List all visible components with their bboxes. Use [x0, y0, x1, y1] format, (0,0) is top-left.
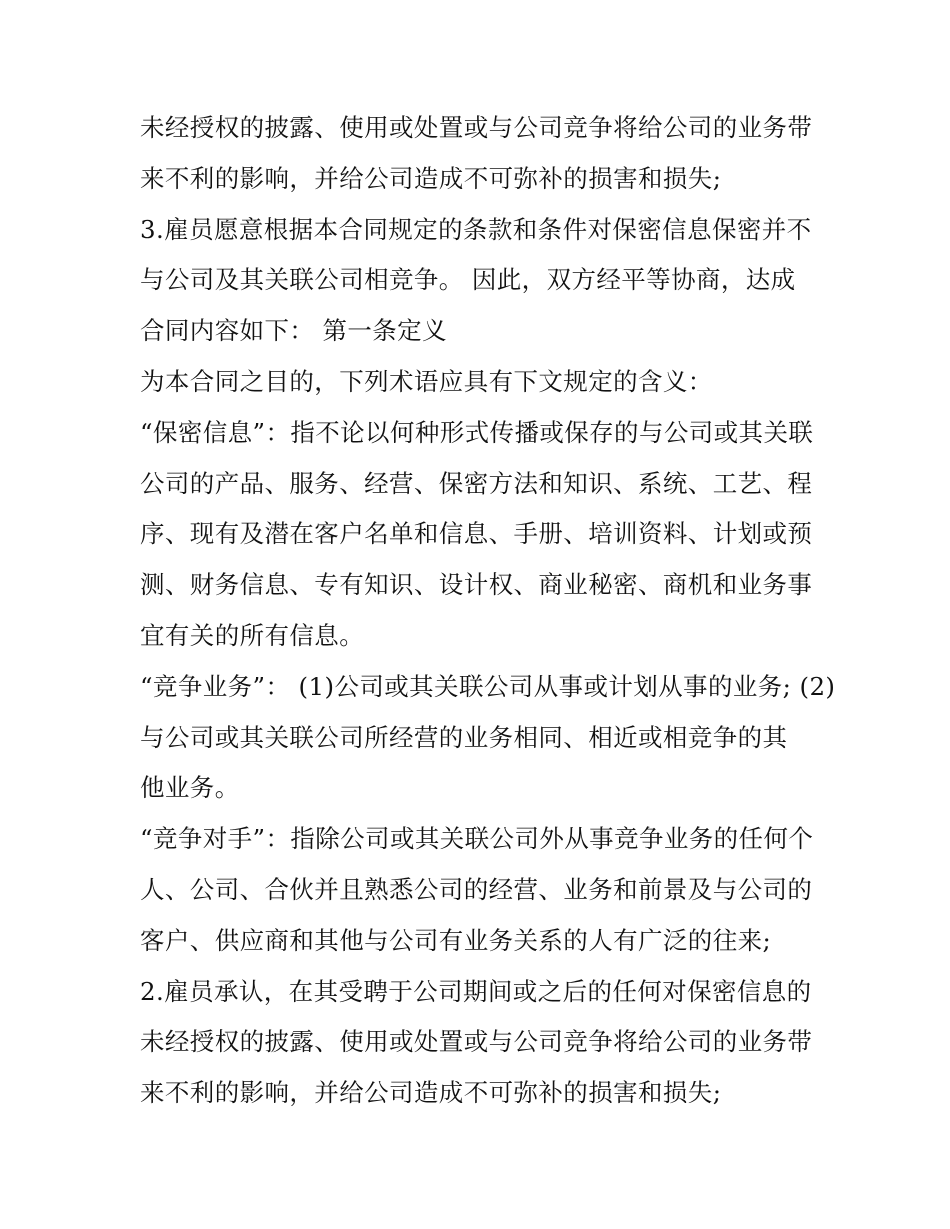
text-line: 公司的产品、服务、经营、保密方法和知识、系统、工艺、程 [140, 468, 813, 498]
text-line: “竞争对手”：指除公司或其关联公司外从事竞争业务的任何个 [140, 824, 814, 854]
text-line: 人、公司、合伙并且熟悉公司的经营、业务和前景及与公司的 [140, 874, 813, 904]
text-line: 2.雇员承认，在其受聘于公司期间或之后的任何对保密信息的 [140, 976, 812, 1006]
text-line: 客户、供应商和其他与公司有业务关系的人有广泛的往来; [140, 925, 772, 955]
text-line: 序、现有及潜在客户名单和信息、手册、培训资料、计划或预 [140, 519, 813, 549]
text-line: 与公司或其关联公司所经营的业务相同、相近或相竞争的其 [140, 722, 788, 752]
text-line: 测、财务信息、专有知识、设计权、商业秘密、商机和业务事 [140, 570, 813, 600]
text-line: 合同内容如下： 第一条定义 [140, 316, 447, 346]
text-line: 为本合同之目的，下列术语应具有下文规定的含义： [140, 366, 713, 396]
text-line: 未经授权的披露、使用或处置或与公司竞争将给公司的业务带 [140, 113, 813, 142]
text-line: 3.雇员愿意根据本合同规定的条款和条件对保密信息保密并不 [140, 214, 812, 244]
text-line: “保密信息”：指不论以何种形式传播或保存的与公司或其关联 [140, 417, 814, 447]
text-line: 与公司及其关联公司相竞争。 因此，双方经平等协商，达成 [140, 265, 796, 295]
text-line: 宜有关的所有信息。 [140, 620, 365, 650]
text-line: 来不利的影响，并给公司造成不可弥补的损害和损失; [140, 1078, 722, 1108]
text-line: “竞争业务”： (1)公司或其关联公司从事或计划从事的业务; (2) [140, 671, 836, 701]
text-line: 未经授权的披露、使用或处置或与公司竞争将给公司的业务带 [140, 1027, 813, 1057]
text-line: 他业务。 [140, 773, 240, 803]
document-body [140, 103, 836, 1119]
text-line: 来不利的影响，并给公司造成不可弥补的损害和损失; [140, 163, 722, 193]
